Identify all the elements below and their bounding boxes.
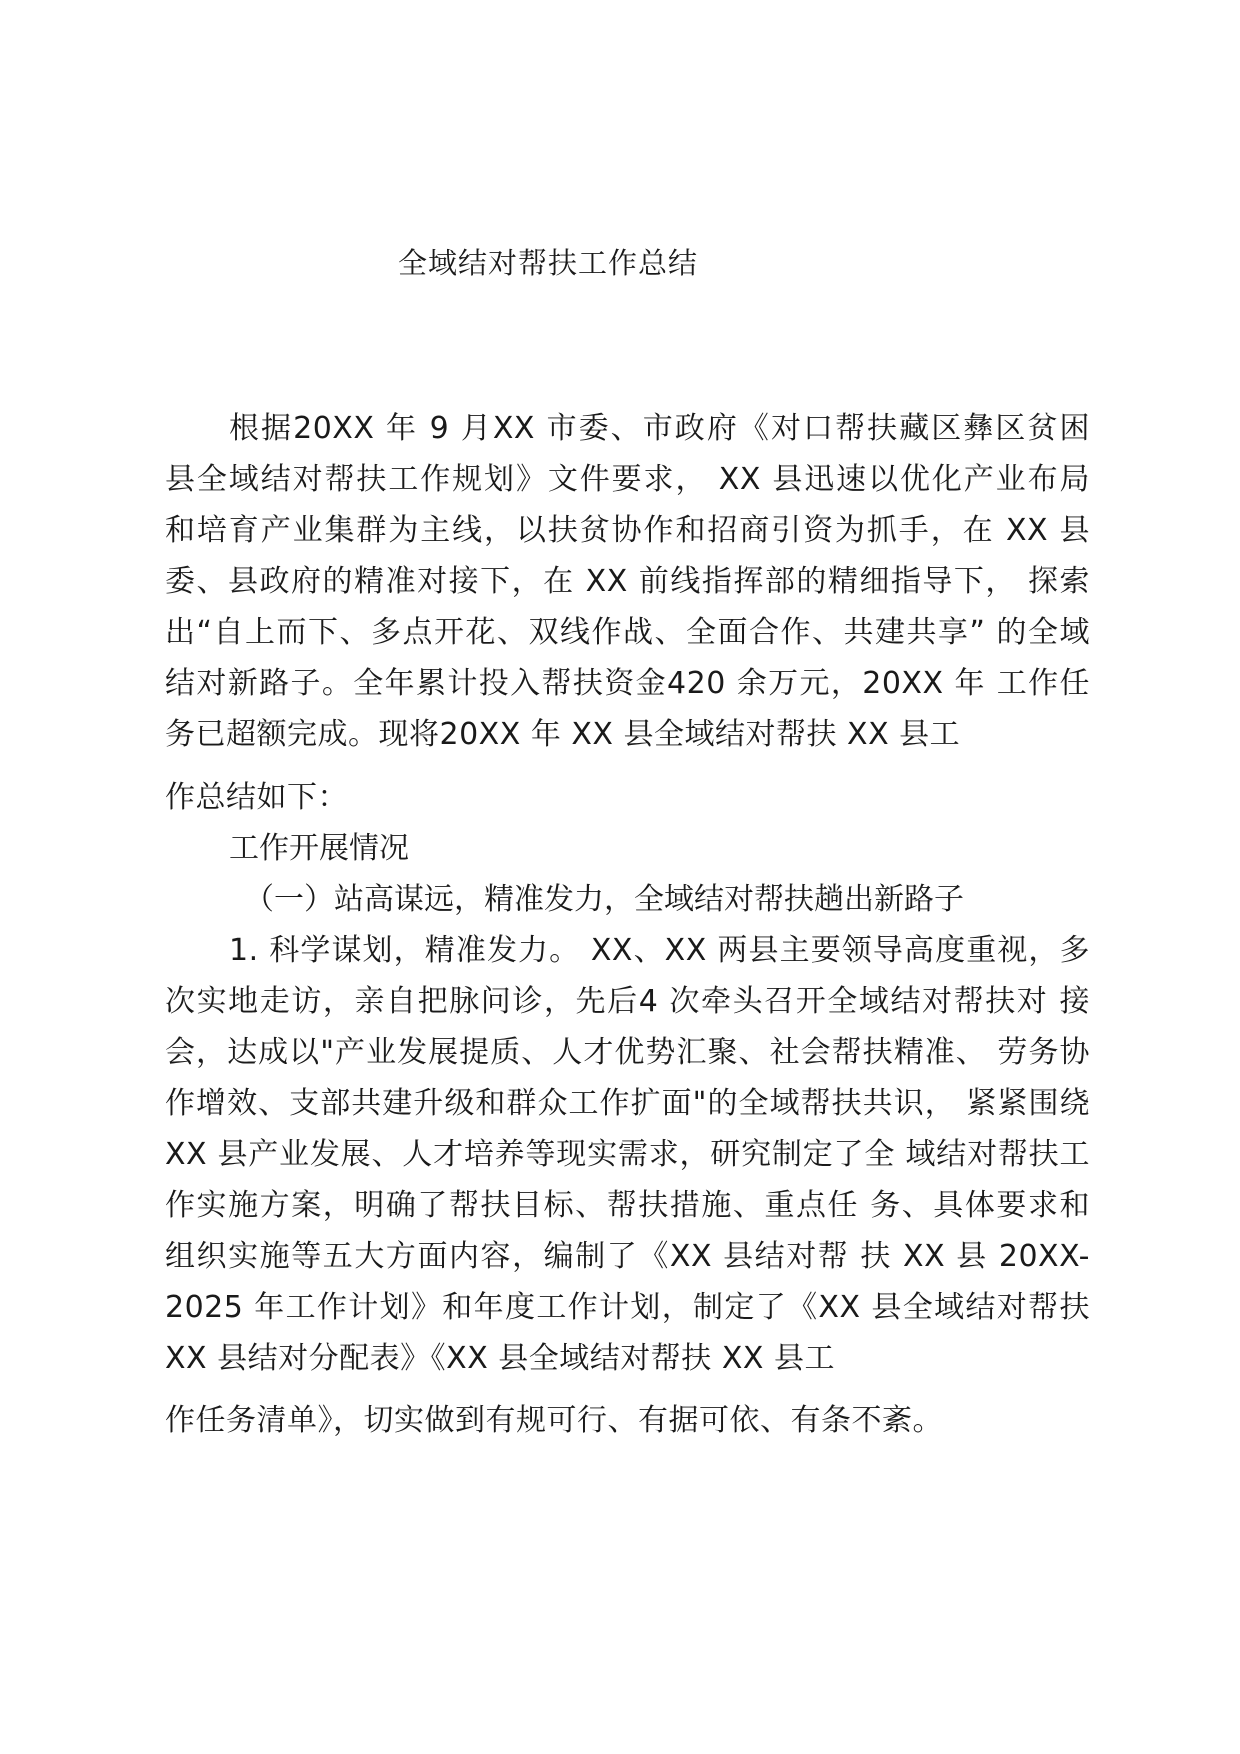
section-heading: 工作开展情况 <box>229 831 409 866</box>
intro-paragraph-continuation: 作总结如下： <box>165 780 348 815</box>
subsection-heading: （一）站高谋远，精准发力，全域结对帮扶趟出新路子 <box>244 882 964 917</box>
document-title: 全域结对帮扶工作总结 <box>398 246 699 280</box>
body-paragraph: 1. 科学谋划，精准发力。 XX、XX 两县主要领导高度重视，多 次实地走访，亲自把脉问诊，先后4 次牵头召开全域结对帮扶对 接会，达成以"产业发展提质、人才优势汇聚、社会帮扶精准、 劳务协作增效、支部共建升级和群众工作扩面"的全域帮扶共识， 紧紧围绕 XX 县产业发展、人才培养等现实需求，研究制定了全 域结对帮扶工作实施方案，明确了帮扶目标、帮扶措施、重点任 务、具体要求和组织实施等五大方面内容，编制了《XX 县结对帮 扶 XX 县 20XX-2025 年工作计划》和年度工作计划，制定了《XX 县全域结对帮扶 XX 县结对分配表》《XX 县全域结对帮扶 XX 县工 <box>165 933 1090 1376</box>
body-paragraph-continuation: 作任务清单》，切实做到有规可行、有据可依、有条不紊。 <box>165 1403 943 1438</box>
intro-paragraph: 根据20XX 年 9 月XX 市委、市政府《对口帮扶藏区彝区贫困 县全域结对帮扶工作规划》文件要求， XX 县迅速以优化产业布局 和培育产业集群为主线，以扶贫协作和招商引资为抓手，在 XX 县委、县政府的精准对接下，在 XX 前线指挥部的精细指导下， 探索出“自上而下、多点开花、双线作战、全面合作、共建共享” 的全域结对新路子。全年累计投入帮扶资金420 余万元，20XX 年 工作任务已超额完成。现将20XX 年 XX 县全域结对帮扶 XX 县工 <box>165 411 1090 752</box>
